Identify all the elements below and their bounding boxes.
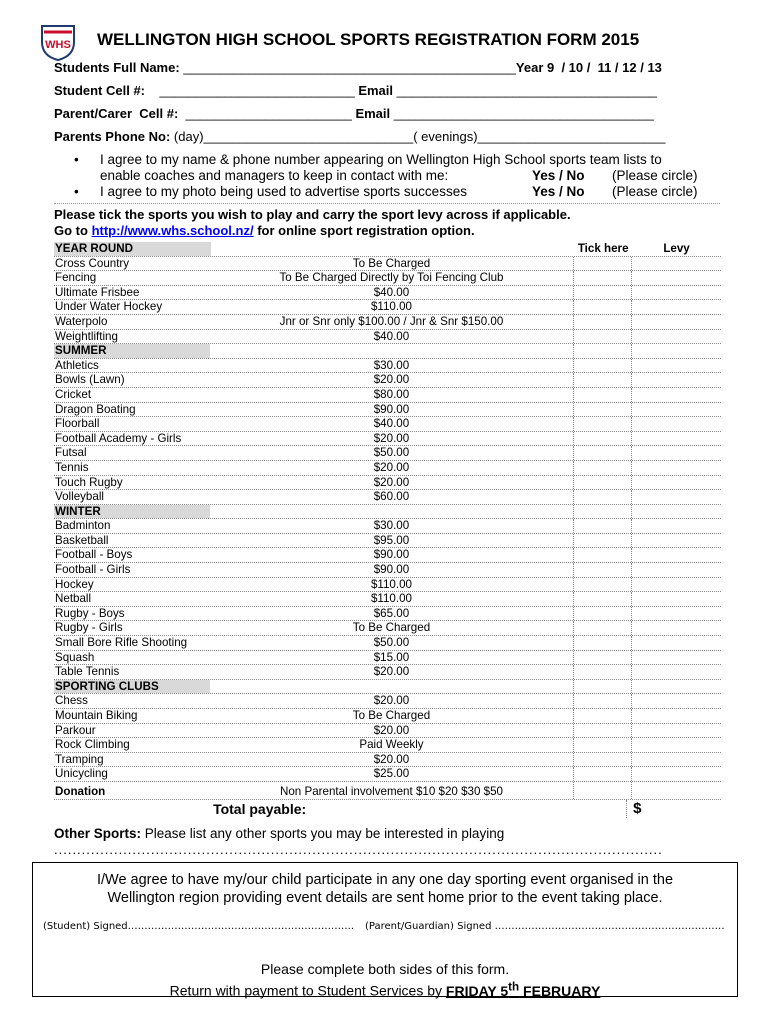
sport-charge: $20.00 <box>373 431 410 445</box>
sport-charge: $110.00 <box>370 577 412 591</box>
levy-field[interactable] <box>631 519 721 533</box>
other-sports-field[interactable]: .................................................................................................................................... <box>54 842 663 857</box>
sport-row <box>54 300 721 315</box>
sport-name: Rock Climbing <box>55 738 130 752</box>
parent-cell-line <box>54 106 654 121</box>
tick-box[interactable] <box>573 563 632 577</box>
total-amount-field[interactable]: $ <box>626 800 721 818</box>
sport-row <box>54 286 721 301</box>
levy-field[interactable] <box>631 534 721 548</box>
levy-field[interactable] <box>631 753 721 767</box>
sport-charge: $20.00 <box>373 723 410 737</box>
sport-row <box>54 446 721 461</box>
tick-cell <box>573 505 632 519</box>
sport-row <box>54 461 721 476</box>
total-payable-label: Total payable: <box>213 800 307 817</box>
sport-row <box>54 271 721 286</box>
levy-field[interactable] <box>631 563 721 577</box>
sport-name: Tennis <box>55 460 89 474</box>
sport-name: Touch Rugby <box>55 475 123 489</box>
sport-row <box>54 621 721 636</box>
tick-box[interactable] <box>573 709 632 723</box>
sport-charge: $50.00 <box>373 636 410 650</box>
section-title: SPORTING CLUBS <box>54 680 210 694</box>
section-header <box>54 505 721 520</box>
tick-box[interactable] <box>573 286 632 300</box>
student-name-field[interactable]: ______________________________________________ <box>183 60 516 75</box>
tick-box[interactable] <box>573 548 632 562</box>
consent-text: I agree to my photo being used to advertise sports successes <box>100 184 467 199</box>
sport-charge: $20.00 <box>373 373 410 387</box>
sport-row <box>54 592 721 607</box>
sport-row <box>54 417 721 432</box>
levy-field[interactable] <box>631 651 721 665</box>
tick-box[interactable] <box>573 724 632 738</box>
sport-row <box>54 315 721 330</box>
sport-charge: $20.00 <box>373 694 410 708</box>
levy-field[interactable] <box>631 300 721 314</box>
tick-box[interactable] <box>573 373 632 387</box>
tick-cell <box>573 680 632 694</box>
parent-cell-field[interactable]: _______________________ <box>185 106 352 121</box>
levy-field[interactable] <box>631 286 721 300</box>
donation-row <box>54 782 721 800</box>
student-email-label: Email <box>358 83 393 98</box>
sport-name: Rugby - Boys <box>55 606 125 620</box>
sport-charge: $20.00 <box>373 665 410 679</box>
levy-field[interactable] <box>631 403 721 417</box>
levy-field[interactable] <box>631 373 721 387</box>
tick-box[interactable] <box>573 636 632 650</box>
section-header <box>54 344 721 359</box>
sport-name: Bowls (Lawn) <box>55 373 125 387</box>
sport-row <box>54 607 721 622</box>
student-cell-line <box>54 83 657 98</box>
tick-box[interactable] <box>573 621 632 635</box>
sport-name: Athletics <box>55 358 99 372</box>
sport-charge: $15.00 <box>373 650 410 664</box>
sport-name: Netball <box>55 592 92 606</box>
levy-cell <box>631 344 721 358</box>
levy-field[interactable] <box>631 636 721 650</box>
sport-name: Futsal <box>55 446 87 460</box>
total-row <box>54 800 721 818</box>
levy-field[interactable] <box>631 548 721 562</box>
sport-name: Waterpolo <box>55 314 108 328</box>
levy-field[interactable] <box>631 476 721 490</box>
levy-field[interactable] <box>631 694 721 708</box>
tick-box[interactable] <box>573 330 632 344</box>
levy-field[interactable] <box>631 388 721 402</box>
sport-charge: To Be Charged <box>352 256 431 270</box>
charge-cell <box>210 680 572 694</box>
year-options[interactable]: Year 9 / 10 / 11 / 12 / 13 <box>515 60 662 75</box>
sport-charge: $20.00 <box>373 752 410 766</box>
sport-charge: $65.00 <box>373 606 410 620</box>
sport-row <box>54 738 721 753</box>
charge-cell <box>211 242 574 256</box>
student-email-field[interactable]: ____________________________________ <box>396 83 657 98</box>
levy-cell <box>631 680 721 694</box>
levy-field[interactable] <box>631 330 721 344</box>
student-cell-label: Student Cell #: <box>54 83 146 98</box>
sport-row <box>54 373 721 388</box>
sport-charge: $40.00 <box>373 285 410 299</box>
sport-charge: $80.00 <box>373 387 410 401</box>
levy-field[interactable] <box>631 578 721 592</box>
sport-name: Ultimate Frisbee <box>55 285 140 299</box>
instruction-line-2: Go to http://www.whs.school.nz/ for online sport registration option. <box>54 223 475 238</box>
spacer <box>569 800 626 818</box>
deadline: FRIDAY 5th FEBRUARY <box>445 980 601 999</box>
tick-box[interactable] <box>573 767 632 781</box>
sport-name: Tramping <box>55 752 104 766</box>
sport-charge: $40.00 <box>373 329 410 343</box>
levy-field[interactable] <box>631 461 721 475</box>
student-cell-field[interactable]: ___________________________ <box>159 83 355 98</box>
sport-charge: $20.00 <box>373 475 410 489</box>
levy-field[interactable] <box>631 767 721 781</box>
form-title: WELLINGTON HIGH SCHOOL SPORTS REGISTRATION FORM 2015 <box>97 30 640 49</box>
return-instructions <box>33 961 737 1000</box>
sport-name: Small Bore Rifle Shooting <box>55 636 188 650</box>
sport-name: Basketball <box>55 533 109 547</box>
instructions <box>54 207 571 239</box>
tick-box[interactable] <box>573 388 632 402</box>
levy-field[interactable] <box>631 607 721 621</box>
return-note: Return with payment to Student Services by FRIDAY 5th FEBRUARY <box>169 980 601 999</box>
levy-field[interactable] <box>631 417 721 431</box>
consent-text: enable coaches and managers to keep in contact with me: <box>100 168 449 183</box>
sport-charge: $60.00 <box>373 490 410 504</box>
levy-header: Levy <box>663 242 690 255</box>
parents-phone-label: Parents Phone No: <box>54 129 171 144</box>
tick-box[interactable] <box>573 651 632 665</box>
tick-box[interactable] <box>573 271 632 285</box>
sport-name: Squash <box>55 650 95 664</box>
charge-cell <box>210 344 572 358</box>
student-name-label: Students Full Name: <box>54 60 180 75</box>
tick-box[interactable] <box>573 534 632 548</box>
sport-charge: Jnr or Snr only $100.00 / Jnr & Snr $150.00 <box>279 314 504 328</box>
instruction-line: Please tick the sports you wish to play and carry the sport levy across if applicable. <box>54 207 571 222</box>
sport-charge: $25.00 <box>373 767 410 781</box>
sport-name: Badminton <box>55 519 111 533</box>
parent-cell-label: Parent/Carer Cell #: <box>54 106 179 121</box>
sport-row <box>54 534 721 549</box>
parent-signature-field[interactable]: (Parent/Guardian) Signed …………………………………………………………… <box>365 921 725 932</box>
sport-row <box>54 709 721 724</box>
tick-box[interactable] <box>573 592 632 606</box>
consent-list <box>74 152 704 200</box>
sport-name: Weightlifting <box>55 329 118 343</box>
parent-email-label: Email <box>355 106 391 121</box>
tick-cell <box>573 344 632 358</box>
sport-charge: $90.00 <box>373 563 410 577</box>
sport-charge: $90.00 <box>373 402 410 416</box>
tick-box[interactable] <box>573 476 632 490</box>
section-title: WINTER <box>54 505 210 519</box>
tick-box[interactable] <box>573 300 632 314</box>
tick-box[interactable] <box>573 753 632 767</box>
sport-name: Football Academy - Girls <box>55 431 182 445</box>
school-website-link[interactable]: http://www.whs.school.nz/ <box>91 223 254 238</box>
tick-box[interactable] <box>573 417 632 431</box>
levy-cell <box>631 505 721 519</box>
levy-field[interactable] <box>631 709 721 723</box>
consent-item-contact-cont <box>74 168 704 184</box>
sport-row <box>54 753 721 768</box>
sport-row <box>54 694 721 709</box>
tick-box[interactable] <box>573 461 632 475</box>
sport-charge: $95.00 <box>373 533 410 547</box>
sport-charge: To Be Charged Directly by Toi Fencing Club <box>279 271 504 285</box>
sport-name: Cross Country <box>55 256 130 270</box>
sport-name: Table Tennis <box>55 665 120 679</box>
section-title: SUMMER <box>54 344 210 358</box>
sport-name: Volleyball <box>55 490 104 504</box>
donation-options[interactable]: Non Parental involvement $10 $20 $30 $50 <box>279 784 503 798</box>
agreement-box <box>32 862 738 997</box>
yes-no-option[interactable]: Yes / No <box>532 184 585 199</box>
sport-row <box>54 636 721 651</box>
sport-row <box>54 548 721 563</box>
parents-phone-line <box>54 129 666 144</box>
levy-field[interactable] <box>631 432 721 446</box>
sport-charge: $110.00 <box>370 592 412 606</box>
other-sports-label: Other Sports: <box>54 826 142 841</box>
levy-field[interactable] <box>631 665 721 679</box>
sport-row <box>54 563 721 578</box>
sport-charge: $30.00 <box>373 519 410 533</box>
section-header <box>54 680 721 695</box>
yes-no-option[interactable]: Yes / No <box>532 168 585 183</box>
parent-email-field[interactable]: ____________________________________ <box>393 106 655 121</box>
sport-row <box>54 388 721 403</box>
bullet: • <box>74 152 79 167</box>
sport-name: Mountain Biking <box>55 709 138 722</box>
section-header <box>54 242 721 257</box>
donation-label: Donation <box>55 784 106 798</box>
levy-field[interactable] <box>631 359 721 373</box>
sport-name: Football - Girls <box>55 563 131 577</box>
sports-table <box>54 242 721 818</box>
bullet: • <box>74 184 79 199</box>
tick-box[interactable] <box>573 578 632 592</box>
tick-box[interactable] <box>573 519 632 533</box>
tick-box[interactable] <box>573 432 632 446</box>
sport-row <box>54 359 721 374</box>
sport-row <box>54 578 721 593</box>
sport-name: Hockey <box>55 577 94 591</box>
divider <box>54 203 720 204</box>
sport-name: Fencing <box>55 271 97 285</box>
levy-field[interactable] <box>631 782 721 799</box>
other-sports-text: Please list any other sports you may be interested in playing <box>141 826 505 841</box>
charge-cell <box>210 505 572 519</box>
sport-row <box>54 432 721 447</box>
sport-row <box>54 490 721 505</box>
levy-field[interactable] <box>631 490 721 504</box>
please-circle-note: (Please circle) <box>612 184 698 199</box>
tick-box[interactable] <box>573 694 632 708</box>
sport-row <box>54 476 721 491</box>
sport-name: Football - Boys <box>55 548 133 562</box>
sport-charge: To Be Charged <box>352 621 431 635</box>
please-circle-note: (Please circle) <box>612 168 698 183</box>
tick-box[interactable] <box>573 782 632 799</box>
levy-field[interactable] <box>631 257 721 271</box>
sport-row <box>54 330 721 345</box>
sport-charge: $110.00 <box>370 300 412 314</box>
sport-charge: $40.00 <box>373 417 410 431</box>
sport-name: Parkour <box>55 723 96 737</box>
sport-row <box>54 257 721 272</box>
sport-name: Dragon Boating <box>55 402 136 416</box>
tick-box[interactable] <box>573 403 632 417</box>
sport-row <box>54 665 721 680</box>
tick-box[interactable] <box>573 490 632 504</box>
agreement-text: I/We agree to have my/our child participate in any one day sporting event organised in the Wellington region providing event details are sent home prior to the event taking place. <box>96 872 674 906</box>
student-name-line <box>54 60 662 75</box>
sport-name: Unicycling <box>55 767 108 781</box>
sport-name: Cricket <box>55 387 92 401</box>
sport-row <box>54 519 721 534</box>
tick-box[interactable] <box>573 738 632 752</box>
student-signature-field[interactable]: (Student) Signed………………………………………………………….. <box>43 921 355 932</box>
school-crest-logo <box>38 22 78 62</box>
sport-charge: $30.00 <box>373 358 410 372</box>
other-sports-line <box>54 826 504 841</box>
consent-text: I agree to my name & phone number appearing on Wellington High School sports team lists to <box>100 152 662 167</box>
tick-box[interactable] <box>573 257 632 271</box>
sport-name: Under Water Hockey <box>55 300 163 314</box>
svg-text:WHS: WHS <box>45 39 71 51</box>
parents-phone-field[interactable]: (day)_____________________________( evenings)__________________________ <box>173 129 666 144</box>
levy-field[interactable] <box>631 592 721 606</box>
sport-row <box>54 767 721 782</box>
sport-name: Rugby - Girls <box>55 621 123 635</box>
sport-name: Floorball <box>55 417 100 431</box>
sport-row <box>54 403 721 418</box>
tick-box[interactable] <box>573 446 632 460</box>
levy-field[interactable] <box>631 271 721 285</box>
sport-row <box>54 651 721 666</box>
sport-name: Chess <box>55 694 88 708</box>
tick-header: Tick here <box>577 242 629 255</box>
levy-field[interactable] <box>631 738 721 752</box>
sport-row <box>54 724 721 739</box>
consent-item-photo <box>74 184 704 200</box>
sport-charge: $90.00 <box>373 548 410 562</box>
levy-field[interactable] <box>631 446 721 460</box>
section-title: YEAR ROUND <box>54 242 211 256</box>
complete-note: Please complete both sides of this form. <box>260 961 510 977</box>
levy-field[interactable] <box>631 724 721 738</box>
levy-field[interactable] <box>631 315 721 329</box>
tick-box[interactable] <box>573 315 632 329</box>
spacer <box>54 800 213 818</box>
levy-field[interactable] <box>631 621 721 635</box>
tick-box[interactable] <box>573 607 632 621</box>
sport-charge: $20.00 <box>373 460 410 474</box>
sport-charge: Paid Weekly <box>359 738 424 752</box>
tick-box[interactable] <box>573 359 632 373</box>
tick-box[interactable] <box>573 665 632 679</box>
sport-charge: To Be Charged <box>352 709 431 722</box>
consent-item-contact <box>74 152 704 168</box>
sport-charge: $50.00 <box>373 446 410 460</box>
